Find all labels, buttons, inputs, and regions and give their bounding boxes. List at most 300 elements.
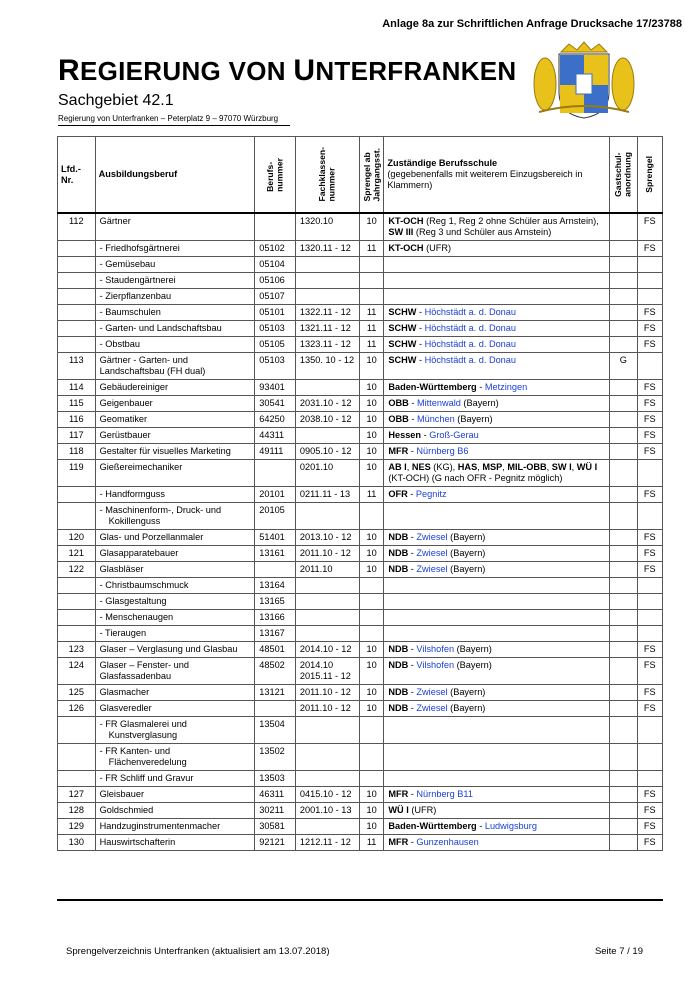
table-row: [58, 213, 663, 241]
school-text: -: [407, 489, 416, 499]
school-text: -: [476, 821, 485, 831]
footer-title: Sprengelverzeichnis Unterfranken (aktualisiert am 13.07.2018): [66, 946, 330, 957]
school-text: -: [476, 382, 485, 392]
cell-lfd: 118: [58, 444, 96, 460]
table-row: [58, 460, 663, 487]
school-text: -: [408, 398, 417, 408]
cell-beruf: Goldschmied: [95, 803, 255, 819]
school-text: -: [408, 660, 417, 670]
cell-berufsnummer: 13504: [255, 717, 296, 744]
cell-sprengel-ab: 10: [359, 444, 383, 460]
cell-berufsnummer: 05106: [255, 273, 296, 289]
cell-berufsschule: [384, 444, 610, 460]
cell-sprengel-ab: [359, 594, 383, 610]
school-text: (Reg 3 und Schüler aus Arnstein): [413, 227, 552, 237]
cell-gastschul: [610, 337, 637, 353]
cell-gastschul: [610, 289, 637, 305]
col-sprengel-ab-header: Sprengel ab Jahrgangsst.: [359, 137, 383, 214]
fachklasse-value: 1350. 10 - 12: [299, 355, 355, 365]
cell-sprengel-ab: 10: [359, 428, 383, 444]
cell-berufsnummer: 13164: [255, 578, 296, 594]
cell-gastschul: [610, 305, 637, 321]
school-text: -: [416, 355, 425, 365]
cell-fachklasse: [295, 396, 359, 412]
cell-berufsschule: [384, 701, 610, 717]
table-row: [58, 658, 663, 685]
cell-gastschul: [610, 803, 637, 819]
cell-fachklasse: [295, 353, 359, 380]
table-row: [58, 241, 663, 257]
school-location: Groß-Gerau: [429, 430, 479, 440]
cell-sprengel-ab: [359, 771, 383, 787]
cell-lfd: [58, 321, 96, 337]
cell-lfd: 124: [58, 658, 96, 685]
cell-beruf: [95, 771, 255, 787]
school-text: MFR: [388, 837, 409, 847]
cell-sprengel-ab: 10: [359, 353, 383, 380]
school-text: (Bayern): [447, 564, 486, 574]
cell-berufsschule: [384, 610, 610, 626]
cell-berufsschule: [384, 546, 610, 562]
cell-sprengel-ab: [359, 257, 383, 273]
cell-sprengel-ab: 11: [359, 321, 383, 337]
table-row: [58, 642, 663, 658]
cell-sprengel: FS: [637, 428, 662, 444]
cell-berufsnummer: 64250: [255, 412, 296, 428]
school-text: -: [408, 789, 417, 799]
cell-gastschul: [610, 626, 637, 642]
school-text: -: [408, 837, 417, 847]
school-location: Nürnberg B6: [416, 446, 469, 456]
cell-beruf: Glasveredler: [95, 701, 255, 717]
cell-sprengel: [637, 460, 662, 487]
cell-gastschul: [610, 546, 637, 562]
cell-berufsschule: [384, 337, 610, 353]
school-text: NDB: [388, 687, 409, 697]
cell-lfd: 122: [58, 562, 96, 578]
school-text: WÜ I: [388, 805, 409, 815]
school-text: OBB: [388, 414, 409, 424]
cell-fachklasse: [295, 594, 359, 610]
cell-beruf: [95, 503, 255, 530]
cell-sprengel-ab: 10: [359, 803, 383, 819]
cell-berufsnummer: 05103: [255, 353, 296, 380]
cell-berufsnummer: [255, 460, 296, 487]
cell-sprengel: FS: [637, 213, 662, 241]
cell-lfd: [58, 273, 96, 289]
cell-sprengel: FS: [637, 337, 662, 353]
cell-sprengel-ab: [359, 744, 383, 771]
cell-sprengel: FS: [637, 444, 662, 460]
cell-fachklasse: [295, 305, 359, 321]
cell-sprengel-ab: [359, 289, 383, 305]
school-text: (Bayern): [447, 532, 486, 542]
cell-berufsschule: [384, 503, 610, 530]
table-row: [58, 578, 663, 594]
cell-sprengel: [637, 503, 662, 530]
cell-berufsnummer: 46311: [255, 787, 296, 803]
sprengel-table: [57, 136, 663, 851]
cell-fachklasse: [295, 803, 359, 819]
cell-gastschul: [610, 321, 637, 337]
beruf-subtype: - Baumschulen: [99, 307, 161, 317]
cell-fachklasse: [295, 658, 359, 685]
cell-berufsschule: [384, 428, 610, 444]
table-row: [58, 305, 663, 321]
cell-fachklasse: [295, 444, 359, 460]
cell-berufsschule: [384, 626, 610, 642]
cell-lfd: 113: [58, 353, 96, 380]
cell-beruf: [95, 273, 255, 289]
table-row: [58, 685, 663, 701]
cell-gastschul: [610, 701, 637, 717]
cell-sprengel-ab: 11: [359, 305, 383, 321]
cell-gastschul: [610, 658, 637, 685]
cell-berufsnummer: 13503: [255, 771, 296, 787]
cell-gastschul: [610, 444, 637, 460]
school-location: Pegnitz: [415, 489, 447, 499]
cell-beruf: [95, 289, 255, 305]
cell-sprengel-ab: 10: [359, 658, 383, 685]
cell-lfd: [58, 337, 96, 353]
col-beruf-header: Ausbildungsberuf: [95, 137, 255, 214]
table-row: [58, 610, 663, 626]
cell-fachklasse: [295, 337, 359, 353]
cell-gastschul: [610, 562, 637, 578]
school-text: NDB: [388, 644, 409, 654]
school-text: MIL-OBB: [507, 462, 547, 472]
cell-berufsnummer: 30211: [255, 803, 296, 819]
school-text: NDB: [388, 548, 409, 558]
beruf-subtype: - Gemüsebau: [99, 259, 156, 269]
fachklasse-value: 0211.11 - 13: [299, 489, 351, 499]
cell-sprengel: [637, 289, 662, 305]
cell-berufsschule: [384, 717, 610, 744]
cell-fachklasse: [295, 771, 359, 787]
table-row: [58, 380, 663, 396]
school-location: Zwiesel: [416, 532, 448, 542]
school-location: Vilshofen: [416, 644, 455, 654]
cell-gastschul: [610, 819, 637, 835]
cell-berufsnummer: [255, 213, 296, 241]
fachklasse-value: 1322.11 - 12: [299, 307, 351, 317]
fachklasse-value: 2014.10 2015.11 - 12: [299, 660, 351, 681]
cell-sprengel: FS: [637, 241, 662, 257]
beruf-subtype: - Menschenaugen: [99, 612, 174, 622]
cell-gastschul: [610, 787, 637, 803]
cell-berufsnummer: 49111: [255, 444, 296, 460]
school-text: ,: [406, 462, 412, 472]
cell-berufsnummer: 13167: [255, 626, 296, 642]
cell-berufsnummer: 92121: [255, 835, 296, 851]
cell-berufsnummer: 13166: [255, 610, 296, 626]
cell-beruf: [95, 337, 255, 353]
cell-sprengel: FS: [637, 642, 662, 658]
cell-beruf: [95, 321, 255, 337]
cell-berufsschule: [384, 744, 610, 771]
school-text: (Bayern): [447, 687, 486, 697]
cell-fachklasse: [295, 578, 359, 594]
cell-beruf: [95, 717, 255, 744]
table-row: [58, 503, 663, 530]
school-location: Zwiesel: [416, 548, 448, 558]
cell-berufsschule: [384, 642, 610, 658]
cell-sprengel: FS: [637, 412, 662, 428]
cell-sprengel-ab: [359, 273, 383, 289]
school-location: Vilshofen: [416, 660, 455, 670]
cell-berufsnummer: 05102: [255, 241, 296, 257]
school-text: NDB: [388, 564, 409, 574]
cell-gastschul: [610, 771, 637, 787]
cell-berufsschule: [384, 353, 610, 380]
cell-gastschul: [610, 530, 637, 546]
cell-fachklasse: [295, 289, 359, 305]
cell-berufsschule: [384, 321, 610, 337]
school-text: WÜ I: [576, 462, 598, 472]
cell-berufsschule: [384, 460, 610, 487]
school-text: (Bayern): [447, 548, 486, 558]
cell-beruf: Gleisbauer: [95, 787, 255, 803]
cell-lfd: [58, 503, 96, 530]
cell-beruf: [95, 487, 255, 503]
beruf-subtype: - Glasgestaltung: [99, 596, 167, 606]
cell-lfd: [58, 610, 96, 626]
cell-lfd: 127: [58, 787, 96, 803]
cell-fachklasse: [295, 257, 359, 273]
cell-fachklasse: [295, 642, 359, 658]
school-text: -: [408, 446, 417, 456]
school-text: (Reg 1, Reg 2 ohne Schüler aus Arnstein),: [423, 216, 599, 226]
cell-sprengel-ab: 11: [359, 241, 383, 257]
cell-lfd: [58, 771, 96, 787]
page-number: Seite 7 / 19: [594, 946, 643, 957]
cell-berufsschule: [384, 273, 610, 289]
table-row: [58, 337, 663, 353]
school-text: Baden-Württemberg: [388, 382, 477, 392]
cell-lfd: 115: [58, 396, 96, 412]
table-row: [58, 257, 663, 273]
cell-berufsschule: [384, 380, 610, 396]
school-text: (Bayern): [454, 414, 493, 424]
school-text: SCHW: [388, 355, 417, 365]
cell-lfd: [58, 241, 96, 257]
col-sprengel-header: Sprengel: [637, 137, 662, 214]
cell-berufsnummer: 48502: [255, 658, 296, 685]
school-text: MFR: [388, 789, 409, 799]
cell-berufsschule: [384, 819, 610, 835]
school-text: (Bayern): [447, 703, 486, 713]
cell-sprengel-ab: 10: [359, 685, 383, 701]
cell-beruf: [95, 610, 255, 626]
school-text: SW I: [551, 462, 572, 472]
school-text: SCHW: [388, 339, 417, 349]
table-row: [58, 717, 663, 744]
cell-sprengel: FS: [637, 787, 662, 803]
table-bottom-rule: [57, 899, 663, 901]
cell-berufsnummer: 44311: [255, 428, 296, 444]
table-row: [58, 803, 663, 819]
cell-lfd: 125: [58, 685, 96, 701]
cell-berufsschule: [384, 213, 610, 241]
cell-fachklasse: [295, 487, 359, 503]
table-row: [58, 701, 663, 717]
table-row: [58, 546, 663, 562]
cell-gastschul: [610, 685, 637, 701]
cell-sprengel: [637, 771, 662, 787]
cell-gastschul: G: [610, 353, 637, 380]
school-text: -: [408, 703, 417, 713]
cell-fachklasse: [295, 626, 359, 642]
school-text: -: [408, 644, 417, 654]
cell-sprengel: [637, 717, 662, 744]
cell-fachklasse: [295, 562, 359, 578]
cell-berufsschule: [384, 578, 610, 594]
school-location: Metzingen: [484, 382, 528, 392]
cell-sprengel: FS: [637, 685, 662, 701]
table-row: [58, 289, 663, 305]
berufsschule-note: (gegebenenfalls mit weiterem Einzugsbereich in Klammern): [387, 169, 583, 190]
school-text: KT-OCH: [388, 216, 424, 226]
cell-fachklasse: [295, 380, 359, 396]
cell-gastschul: [610, 241, 637, 257]
cell-berufsnummer: 05104: [255, 257, 296, 273]
cell-fachklasse: [295, 503, 359, 530]
cell-fachklasse: [295, 460, 359, 487]
cell-sprengel-ab: 11: [359, 487, 383, 503]
fachklasse-value: 1323.11 - 12: [299, 339, 351, 349]
cell-beruf: [95, 241, 255, 257]
cell-berufsschule: [384, 530, 610, 546]
cell-beruf: [95, 257, 255, 273]
beruf-subtype: - FR Schliff und Gravur: [99, 773, 194, 783]
beruf-subtype: - FR Kanten- und Flächenveredelung: [99, 746, 187, 767]
cell-gastschul: [610, 380, 637, 396]
cell-sprengel-ab: 11: [359, 337, 383, 353]
cell-beruf: Glaser – Fenster- und Glasfassadenbau: [95, 658, 255, 685]
fachklasse-value: 0905.10 - 12: [299, 446, 352, 456]
cell-gastschul: [610, 460, 637, 487]
cell-sprengel: [637, 353, 662, 380]
cell-berufsschule: [384, 685, 610, 701]
cell-sprengel-ab: 10: [359, 460, 383, 487]
cell-beruf: [95, 578, 255, 594]
cell-gastschul: [610, 213, 637, 241]
cell-beruf: Gebäudereiniger: [95, 380, 255, 396]
school-text: ,: [502, 462, 508, 472]
cell-berufsschule: [384, 289, 610, 305]
cell-berufsnummer: 13502: [255, 744, 296, 771]
school-text: ,: [546, 462, 552, 472]
table-row: [58, 444, 663, 460]
cell-berufsnummer: 05103: [255, 321, 296, 337]
cell-lfd: [58, 487, 96, 503]
table-row: [58, 487, 663, 503]
col-berufsnummer-header: Berufs- nummer: [255, 137, 296, 214]
beruf-subtype: - Friedhofsgärtnerei: [99, 243, 180, 253]
cell-sprengel-ab: 10: [359, 562, 383, 578]
cell-lfd: [58, 626, 96, 642]
beruf-subtype: - Staudengärtnerei: [99, 275, 176, 285]
beruf-subtype: - Handformguss: [99, 489, 165, 499]
cell-sprengel: [637, 744, 662, 771]
cell-gastschul: [610, 503, 637, 530]
table-row: [58, 412, 663, 428]
table-row: [58, 787, 663, 803]
school-location: Höchstädt a. d. Donau: [424, 339, 517, 349]
fachklasse-value: 2001.10 - 13: [299, 805, 352, 815]
cell-sprengel-ab: 10: [359, 546, 383, 562]
cell-lfd: 119: [58, 460, 96, 487]
cell-fachklasse: [295, 412, 359, 428]
cell-beruf: [95, 626, 255, 642]
table-row: [58, 771, 663, 787]
cell-fachklasse: [295, 546, 359, 562]
school-text: -: [408, 564, 417, 574]
beruf-subtype: - Tieraugen: [99, 628, 147, 638]
beruf-subtype: - Christbaumschmuck: [99, 580, 189, 590]
col-gastschul-header: Gastschul- anordnung: [610, 137, 637, 214]
cell-berufsschule: [384, 241, 610, 257]
organization-title: REGIERUNG VON UNTERFRANKEN: [58, 54, 517, 87]
cell-sprengel-ab: 10: [359, 701, 383, 717]
cell-sprengel-ab: 10: [359, 819, 383, 835]
beruf-subtype: - Obstbau: [99, 339, 140, 349]
school-text: (KG),: [430, 462, 458, 472]
school-text: OFR: [388, 489, 408, 499]
cell-gastschul: [610, 642, 637, 658]
cell-berufsnummer: 05107: [255, 289, 296, 305]
beruf-subtype: - FR Glasmalerei und Kunstverglasung: [99, 719, 187, 740]
school-location: Nürnberg B11: [416, 789, 473, 799]
cell-fachklasse: [295, 787, 359, 803]
cell-berufsnummer: 13165: [255, 594, 296, 610]
cell-sprengel-ab: 10: [359, 380, 383, 396]
school-text: ,: [571, 462, 577, 472]
school-text: SW III: [388, 227, 414, 237]
cell-sprengel: FS: [637, 658, 662, 685]
cell-beruf: [95, 744, 255, 771]
cell-lfd: [58, 305, 96, 321]
cell-sprengel: FS: [637, 835, 662, 851]
fachklasse-value: 0201.10: [299, 462, 334, 472]
cell-sprengel-ab: [359, 578, 383, 594]
school-text: SCHW: [388, 307, 417, 317]
school-text: AB I: [388, 462, 407, 472]
fachklasse-value: 2031.10 - 12: [299, 398, 352, 408]
school-location: Höchstädt a. d. Donau: [424, 323, 517, 333]
cell-berufsnummer: 30581: [255, 819, 296, 835]
table-row: [58, 819, 663, 835]
cell-fachklasse: [295, 610, 359, 626]
cell-sprengel: [637, 594, 662, 610]
school-text: -: [408, 548, 417, 558]
school-text: ,: [477, 462, 483, 472]
cell-sprengel: FS: [637, 819, 662, 835]
cell-gastschul: [610, 717, 637, 744]
cell-beruf: [95, 594, 255, 610]
cell-berufsnummer: [255, 701, 296, 717]
school-text: MSP: [482, 462, 503, 472]
fachklasse-value: 2013.10 - 12: [299, 532, 352, 542]
fachklasse-value: 1212.11 - 12: [299, 837, 351, 847]
cell-beruf: Gerüstbauer: [95, 428, 255, 444]
school-location: Höchstädt a. d. Donau: [424, 355, 517, 365]
school-text: -: [416, 339, 425, 349]
cell-berufsschule: [384, 803, 610, 819]
cell-sprengel: [637, 610, 662, 626]
cell-lfd: 114: [58, 380, 96, 396]
cell-beruf: Gärtner: [95, 213, 255, 241]
